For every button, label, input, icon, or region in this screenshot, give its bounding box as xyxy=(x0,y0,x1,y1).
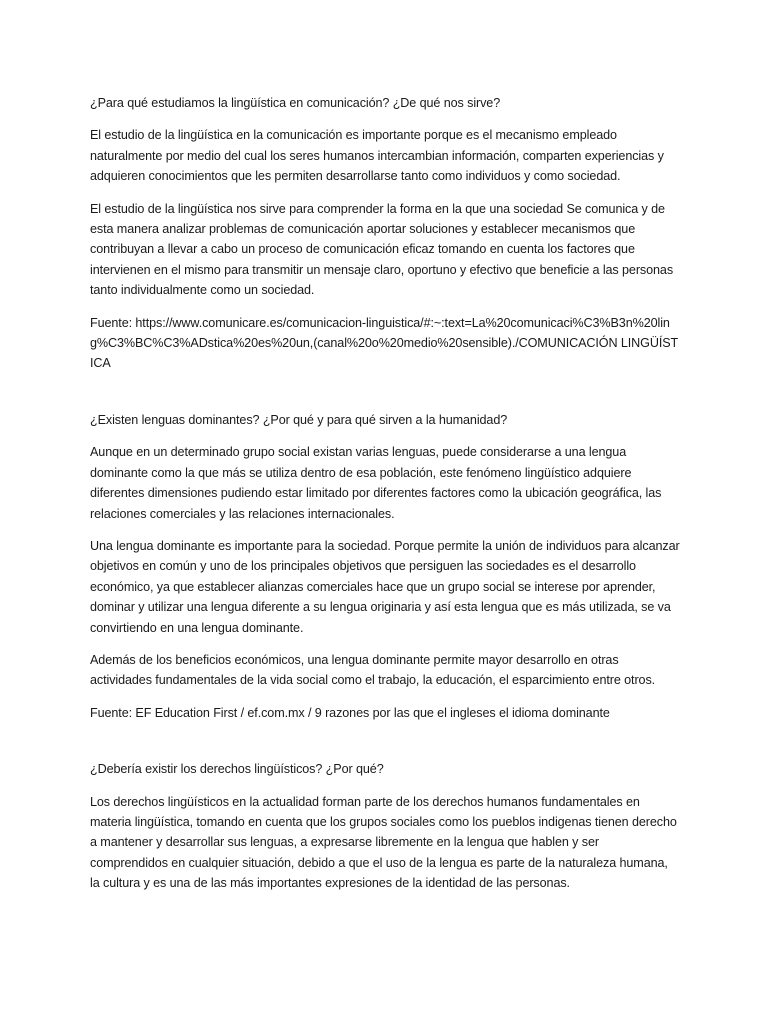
body-paragraph: Aunque en un determinado grupo social existan varias lenguas, puede considerarse a una lengua dominante como la que más se utiliza dentro de esa población, este fenómeno lingüístico adquiere diferentes dimensiones pudiendo estar limitado por diferentes factores como la ubicación geográfica, las relaciones comerciales y las relaciones internacionales. xyxy=(90,445,662,521)
source-citation: Fuente: EF Education First / ef.com.mx / 9 razones por las que el ingleses el idioma dominante xyxy=(90,705,610,720)
section-spacer xyxy=(90,386,680,410)
question-heading: ¿Para qué estudiamos la lingüística en comunicación? ¿De qué nos sirve? xyxy=(90,96,501,110)
body-paragraph: El estudio de la lingüística nos sirve para comprender la forma en la que una sociedad Se comunica y de esta manera analizar problemas de comunicación aportar soluciones y establecer mecanismos que contribuyan a llevar a cabo un proceso de comunicación eficaz tomando en cuenta los factores que intervienen en el mismo para transmitir un mensaje claro, oportuno y efectivo que beneficie a las personas tanto individualmente como un sociedad. xyxy=(90,201,674,298)
source-citation: Fuente: https://www.comunicare.es/comunicacion-linguistica/#:~:text=La%20comunicaci%C3%B3n%20ling%C3%BC%C3%ADstica%20es%20un,(canal%20o%20medio%20sensible)./COMUNICACIÓN LINGÜÍSTICA xyxy=(90,315,679,371)
body-paragraph: Además de los beneficios económicos, una lengua dominante permite mayor desarrollo en otras actividades fundamentales de la vida social como el trabajo, la educación, el esparcimiento entre otros. xyxy=(90,652,656,688)
body-paragraph: Los derechos lingüísticos en la actualidad forman parte de los derechos humanos fundamentales en materia lingüística, tomando en cuenta que los grupos sociales como los pueblos indigenas tienen derecho a mantener y desarrollar sus lenguas, a expresarse libremente en la lengua que hablen y ser comprendidos en cualquier situación, debido a que el uso de la lengua es parte de la naturaleza humana, la cultura y es una de las más importantes expresiones de la identidad de las personas. xyxy=(90,794,677,891)
document-page xyxy=(90,93,680,906)
section-spacer xyxy=(90,735,680,759)
body-paragraph: Una lengua dominante es importante para la sociedad. Porque permite la unión de individuos para alcanzar objetivos en común y uno de los principales objetivos que persiguen las sociedades es el desarrollo económico, ya que establecer alianzas comerciales hace que un grupo social se interese por aprender, dominar y utilizar una lengua diferente a su lengua originaria y así esta lengua que es más utilizada, se va convirtiendo en una lengua dominante. xyxy=(90,538,680,635)
body-paragraph: El estudio de la lingüística en la comunicación es importante porque es el mecanismo empleado naturalmente por medio del cual los seres humanos intercambian información, comparten experiencias y adquieren conocimientos que les permiten desarrollarse tanto como individuos y como sociedad. xyxy=(90,128,664,184)
question-heading: ¿Debería existir los derechos lingüísticos? ¿Por qué? xyxy=(90,762,384,777)
question-heading: ¿Existen lenguas dominantes? ¿Por qué y para qué sirven a la humanidad? xyxy=(90,412,508,427)
